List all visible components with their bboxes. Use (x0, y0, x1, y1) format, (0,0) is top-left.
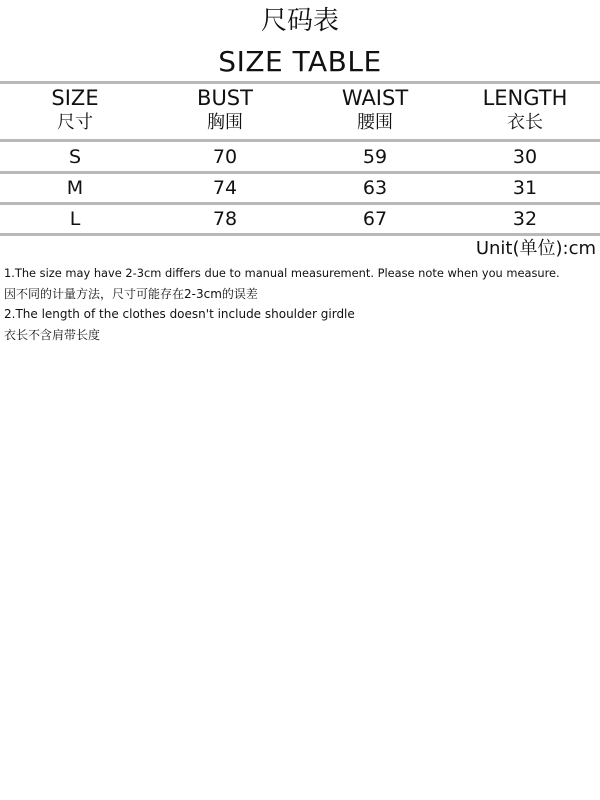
note-2-en: 2.The length of the clothes doesn't include shoulder girdle (4, 307, 355, 321)
table-bottom-rule (0, 233, 600, 236)
note-1-en: 1.The size may have 2-3cm differs due to manual measurement. Please note when you measure. (4, 266, 560, 280)
header-size-en: SIZE (51, 86, 99, 110)
cell-waist: 67 (362, 208, 388, 230)
table-row (0, 174, 600, 202)
cell-waist: 63 (362, 177, 388, 199)
table-row (0, 143, 600, 171)
header-size-cn: 尺寸 (57, 112, 93, 133)
cell-length: 30 (512, 146, 538, 168)
cell-bust: 70 (212, 146, 238, 168)
table-row (0, 205, 600, 233)
cell-waist: 59 (362, 146, 388, 168)
note-2-cn: 衣长不含肩带长度 (4, 328, 101, 342)
header-length-cn: 衣长 (507, 112, 543, 133)
note-1-cn: 因不同的计量方法，尺寸可能存在2-3cm的误差 (4, 287, 258, 301)
table-top-rule (0, 81, 600, 84)
header-length-en: LENGTH (482, 86, 568, 110)
unit-label: Unit(单位):cm (475, 238, 596, 259)
cell-size: S (68, 146, 82, 168)
cell-bust: 78 (212, 208, 238, 230)
title-chinese: 尺码表 (260, 6, 339, 36)
header-bust-en: BUST (197, 86, 253, 110)
cell-size: L (69, 208, 81, 230)
cell-bust: 74 (212, 177, 238, 199)
cell-length: 31 (512, 177, 538, 199)
cell-length: 32 (512, 208, 538, 230)
header-bust-cn: 胸围 (207, 112, 243, 133)
cell-size: M (66, 177, 84, 199)
table-rule (0, 139, 600, 142)
table-header-row (0, 86, 600, 138)
title-english: SIZE TABLE (218, 45, 382, 78)
header-waist-en: WAIST (341, 86, 409, 110)
header-waist-cn: 腰围 (357, 112, 393, 133)
